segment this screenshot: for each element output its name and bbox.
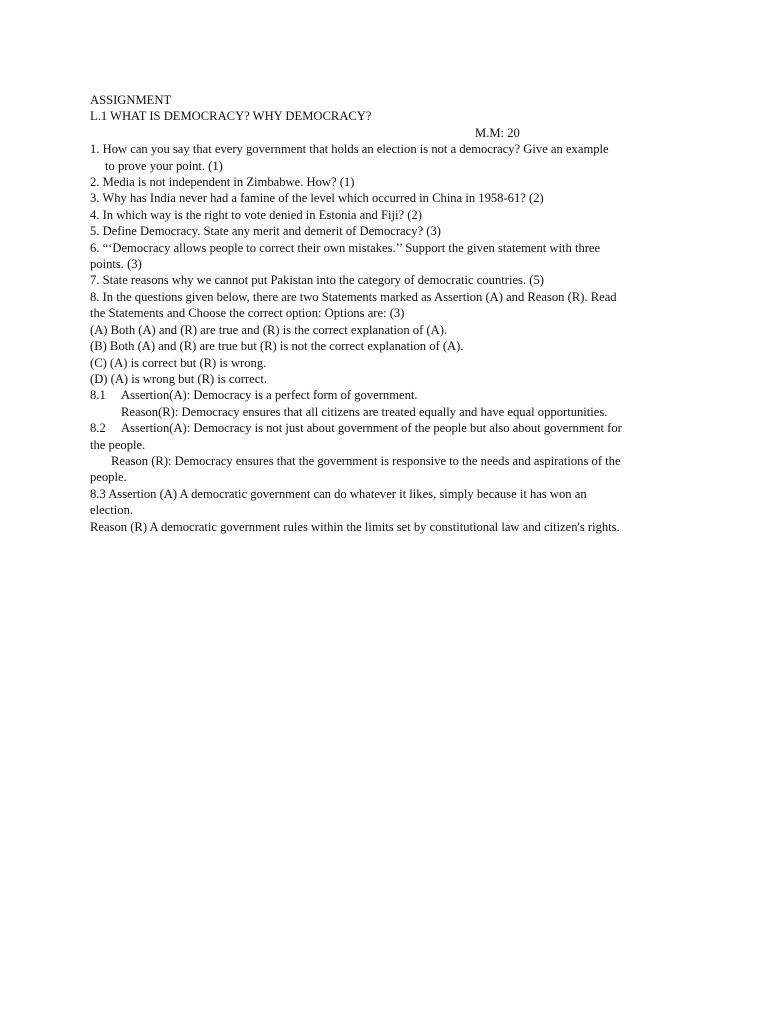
assignment-content	[90, 92, 690, 535]
question-8-3-assertion-line-1: 8.3 Assertion (A) A democratic government can do whatever it likes, simply because it has won an	[90, 486, 587, 501]
question-1-line-1: 1. How can you say that every government that holds an election is not a democracy? Give an example	[90, 142, 609, 157]
question-8-2-reason-line-2: people.	[90, 470, 127, 485]
question-3: 3. Why has India never had a famine of the level which occurred in China in 1958-61? (2)	[90, 191, 544, 206]
assignment-title: ASSIGNMENT	[90, 93, 172, 107]
question-8-2-assertion-line-2: the people.	[90, 437, 146, 452]
question-8-1-reason: Reason(R): Democracy ensures that all citizens are treated equally and have equal opportunities.	[121, 404, 608, 419]
option-c: (C) (A) is correct but (R) is wrong.	[90, 355, 267, 370]
question-8-line-1: 8. In the questions given below, there are two Statements marked as Assertion (A) and Reason (R). Read	[90, 289, 617, 304]
question-8-1-assertion	[90, 387, 690, 403]
question-8-3-assertion-line-2: election.	[90, 503, 134, 518]
question-8-line-2: the Statements and Choose the correct option: Options are: (3)	[90, 306, 405, 321]
question-6-line-1: 6. “‘Democracy allows people to correct their own mistakes.’’ Support the given statement with three	[90, 240, 601, 255]
question-8-2-number: 8.2	[90, 421, 106, 436]
question-8-2-reason-line-1: Reason (R): Democracy ensures that the government is responsive to the needs and aspirations of the	[111, 453, 621, 468]
option-b: (B) Both (A) and (R) are true but (R) is not the correct explanation of (A).	[90, 339, 464, 354]
question-8-2-assertion-text: Assertion(A): Democracy is not just about government of the people but also about government for	[121, 421, 622, 436]
question-8-1-number: 8.1	[90, 388, 106, 403]
question-8-1-assertion-text: Assertion(A): Democracy is a perfect form of government.	[121, 388, 418, 403]
question-1-line-2: to prove your point. (1)	[105, 158, 223, 173]
question-8-3-reason: Reason (R) A democratic government rules within the limits set by constitutional law and citizen's rights.	[90, 519, 620, 534]
option-d: (D) (A) is wrong but (R) is correct.	[90, 371, 267, 386]
question-5: 5. Define Democracy. State any merit and demerit of Democracy? (3)	[90, 224, 441, 239]
option-a: (A) Both (A) and (R) are true and (R) is the correct explanation of (A).	[90, 322, 448, 337]
max-marks: M.M: 20	[475, 125, 520, 140]
question-6-line-2: points. (3)	[90, 257, 142, 272]
lesson-subtitle: L.1 WHAT IS DEMOCRACY? WHY DEMOCRACY?	[90, 109, 372, 124]
question-8-2-assertion-line-1	[90, 420, 690, 436]
question-7: 7. State reasons why we cannot put Pakistan into the category of democratic countries. (5)	[90, 273, 544, 288]
question-4: 4. In which way is the right to vote denied in Estonia and Fiji? (2)	[90, 207, 422, 222]
question-2: 2. Media is not independent in Zimbabwe. How? (1)	[90, 175, 355, 190]
